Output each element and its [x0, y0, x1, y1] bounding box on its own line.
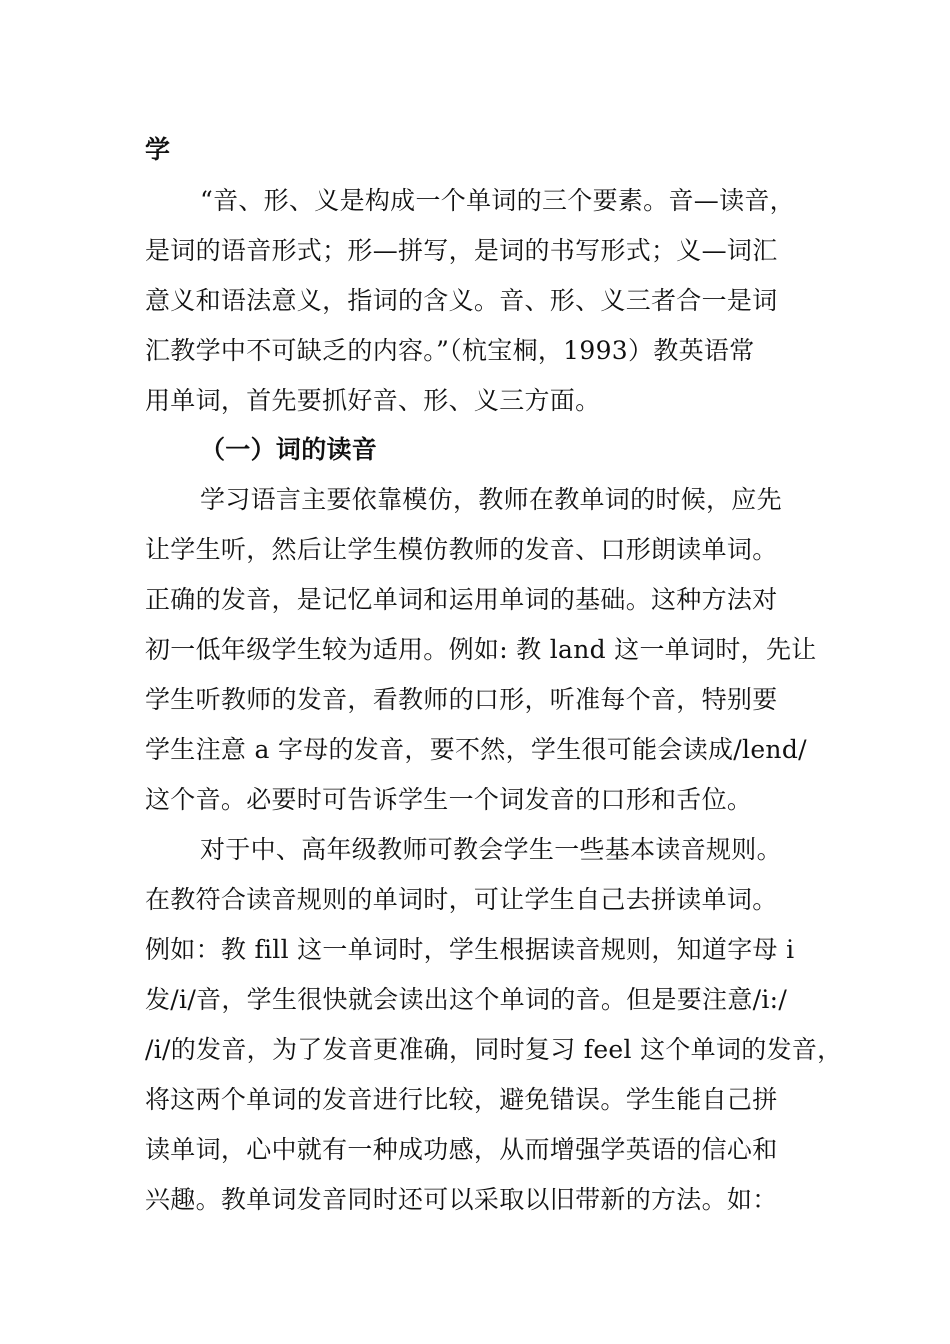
paragraph-line: 用单词，首先要抓好音、形、义三方面。 — [145, 386, 601, 415]
paragraph-line: 这个音。必要时可告诉学生一个词发音的口形和舌位。 — [145, 785, 753, 814]
paragraph-line: 对于中、高年级教师可教会学生一些基本读音规则。 — [200, 835, 782, 864]
paragraph-line: 学习语言主要依靠模仿，教师在教单词的时候，应先 — [200, 485, 782, 514]
paragraph-line: “音、形、义是构成一个单词的三个要素。音—读音， — [200, 186, 795, 215]
section-heading: （一）词的读音 — [200, 435, 378, 464]
paragraph-line: 读单词，心中就有一种成功感，从而增强学英语的信心和 — [145, 1135, 778, 1164]
paragraph-line: 汇教学中不可缺乏的内容。”（杭宝桐，1993）教英语常 — [145, 336, 755, 365]
paragraph-line: 意义和语法意义，指词的含义。音、形、义三者合一是词 — [145, 286, 778, 315]
paragraph-line: 让学生听，然后让学生模仿教师的发音、口形朗读单词。 — [145, 535, 778, 564]
heading-fragment: 学 — [145, 135, 171, 164]
paragraph-line: 发/i/音，学生很快就会读出这个单词的音。但是要注意/i:/ — [145, 985, 788, 1014]
paragraph-line: 例如：教 fill 这一单词时，学生根据读音规则，知道字母 i — [145, 935, 795, 964]
paragraph-line: 是词的语音形式；形—拼写，是词的书写形式；义—词汇 — [145, 236, 778, 265]
paragraph-line: 在教符合读音规则的单词时，可让学生自己去拼读单词。 — [145, 885, 778, 914]
paragraph-line: 学生注意 a 字母的发音，要不然，学生很可能会读成/lend/ — [145, 735, 807, 764]
paragraph-line: 正确的发音，是记忆单词和运用单词的基础。这种方法对 — [145, 585, 778, 614]
paragraph-line: 兴趣。教单词发音同时还可以采取以旧带新的方法。如： — [145, 1185, 778, 1214]
paragraph-line: 初一低年级学生较为适用。例如: 教 land 这一单词时，先让 — [145, 635, 817, 664]
paragraph-line: 学生听教师的发音，看教师的口形，听准每个音，特别要 — [145, 685, 778, 714]
paragraph-line: 将这两个单词的发音进行比较，避免错误。学生能自己拼 — [145, 1085, 778, 1114]
paragraph-line: /i/的发音，为了发音更准确，同时复习 feel 这个单词的发音， — [145, 1035, 843, 1064]
